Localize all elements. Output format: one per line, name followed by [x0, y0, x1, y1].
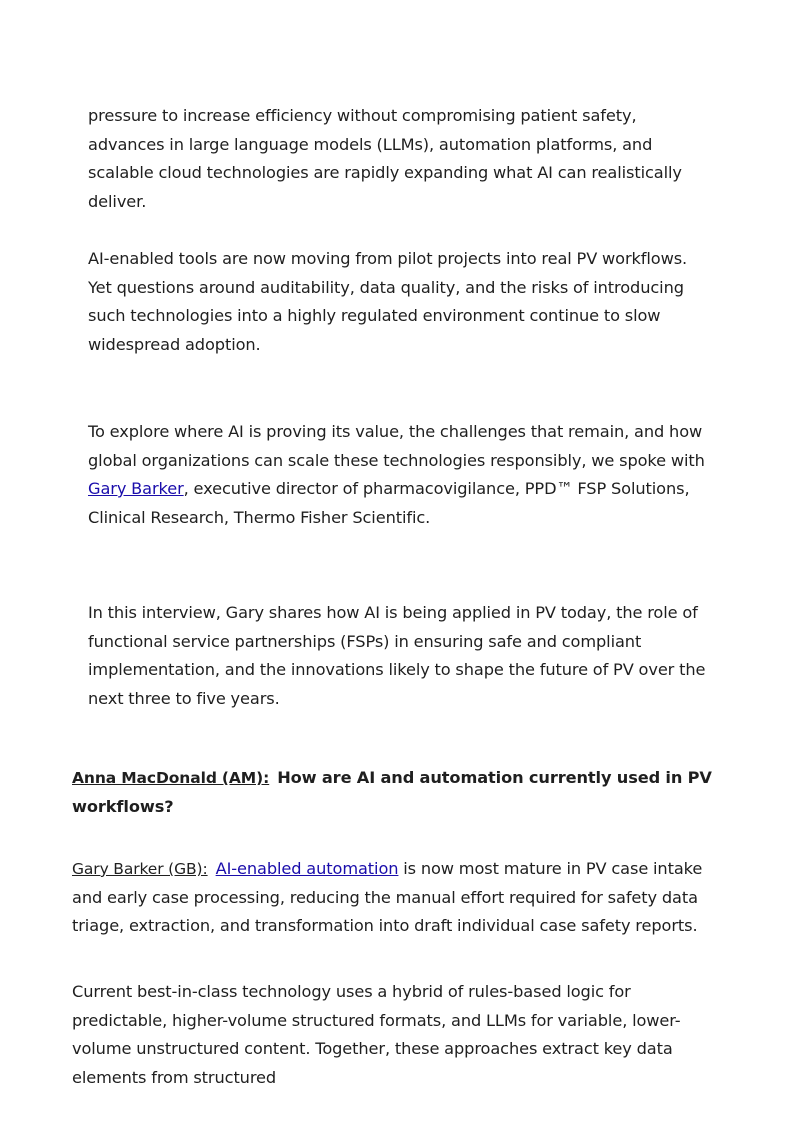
- answer-text: is now most mature in PV case intake and early case processing, reducing the manual effort required for safety data triage, extraction, and transformation into draft individual case safety reports.: [72, 859, 703, 935]
- question-text: How are AI and automation currently used in PV workflows?: [72, 768, 712, 816]
- paragraph-intro-1: pressure to increase efficiency without compromising patient safety, advances in large language models (LLMs), automation platforms, and scalable cloud technologies are rapidly expanding what AI can realistically deliver.: [88, 106, 682, 211]
- paragraph-intro-4: In this interview, Gary shares how AI is being applied in PV today, the role of functional service partnerships (FSPs) in ensuring safe and compliant implementation, and the innovations likely to shape the future of PV over the next three to five years.: [88, 603, 706, 708]
- interview-question: [72, 764, 722, 821]
- paragraph-intro-2: AI-enabled tools are now moving from pilot projects into real PV workflows. Yet questions around auditability, data quality, and the risks of introducing such technologies into a highly regulated environment continue to slow widespread adoption.: [88, 249, 688, 354]
- question-speaker-label: Anna MacDonald (AM):: [72, 769, 270, 787]
- ai-enabled-automation-link[interactable]: AI-enabled automation: [215, 859, 399, 878]
- answer-speaker-label: Gary Barker (GB):: [72, 860, 208, 878]
- paragraph-intro-3-text-b: , executive director of pharmacovigilance, PPD™ FSP Solutions, Clinical Research, Thermo Fisher Scientific.: [88, 479, 690, 527]
- paragraph-intro-3: [88, 418, 713, 532]
- paragraph-intro-3-text-a: To explore where AI is proving its value, the challenges that remain, and how global organizations can scale these technologies responsibly, we spoke with: [88, 422, 705, 470]
- paragraph-closing: Current best-in-class technology uses a hybrid of rules-based logic for predictable, higher-volume structured formats, and LLMs for variable, lower-volume unstructured content. Together, these approaches extract key data elements from structured: [72, 982, 681, 1087]
- gary-barker-link[interactable]: Gary Barker: [88, 479, 184, 498]
- interview-answer: [72, 855, 722, 941]
